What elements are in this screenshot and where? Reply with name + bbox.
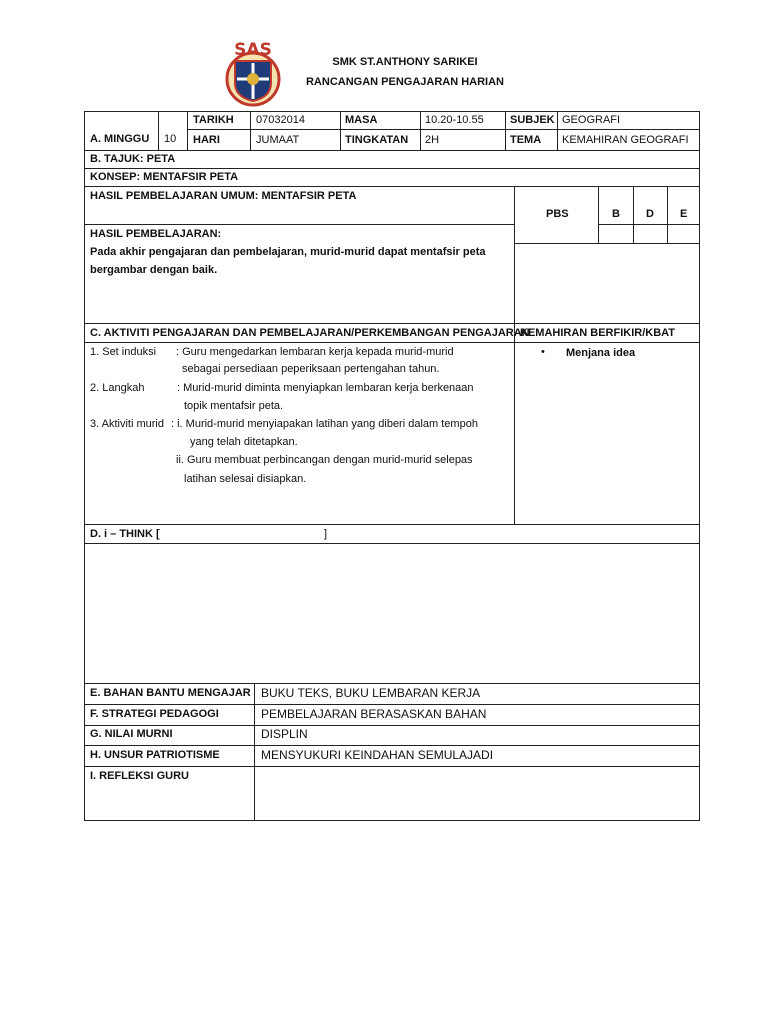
step3-cont-i: yang telah ditetapkan. [190, 436, 298, 448]
tarikh-label: TARIKH [193, 114, 234, 126]
hasil-label: HASIL PEMBELAJARAN: [90, 228, 222, 240]
hasil-text-line1: Pada akhir pengajaran dan pembelajaran, murid-murid dapat mentafsir peta [90, 246, 486, 258]
step2-label: 2. Langkah [90, 382, 145, 394]
step3-text-ii: ii. Guru membuat perbincangan dengan murid-murid selepas [176, 454, 473, 466]
pbs-e: E [680, 208, 688, 220]
step3-label: 3. Aktiviti murid [90, 418, 164, 430]
kemahiran-item: Menjana idea [566, 347, 636, 359]
step2-text: : Murid-murid diminta menyiapkan lembaran kerja berkenaan [177, 382, 474, 394]
unsur-label: H. UNSUR PATRIOTISME [90, 749, 220, 761]
pbs-b: B [612, 208, 620, 220]
masa-label: MASA [345, 114, 378, 126]
pbs-d: D [646, 208, 654, 220]
minggu-label: A. MINGGU [90, 133, 150, 145]
hasil-text-line2: bergambar dengan baik. [90, 264, 218, 276]
step1-text: : Guru mengedarkan lembaran kerja kepada murid-murid [176, 346, 454, 358]
minggu-value: 10 [164, 133, 177, 145]
refleksi-label: I. REFLEKSI GURU [90, 770, 190, 782]
tema-label: TEMA [510, 134, 542, 146]
pbs-label: PBS [546, 208, 569, 220]
step3-text-i: : i. Murid-murid menyiapakan latihan yang diberi dalam tempoh [171, 418, 478, 430]
tarikh-value: 07032014 [256, 114, 305, 126]
school-name: SMK ST.ANTHONY SARIKEI [332, 56, 478, 68]
subjek-label: SUBJEK [510, 114, 555, 126]
ithink-label: D. i – THINK [ [90, 528, 160, 540]
hari-label: HARI [193, 134, 220, 146]
nilai-value: DISPLIN [261, 727, 308, 741]
tingkatan-value: 2H [425, 134, 440, 146]
tema-value: KEMAHIRAN GEOGRAFI [562, 134, 689, 146]
step1-label: 1. Set induksi [90, 346, 157, 358]
step2-cont: topik mentafsir peta. [184, 400, 284, 412]
aktiviti-heading: C. AKTIVITI PENGAJARAN DAN PEMBELAJARAN/PERKEMBANGAN PENGAJARAN [90, 327, 530, 339]
unsur-value: MENSYUKURI KEINDAHAN SEMULAJADI [261, 748, 494, 762]
tajuk: B. TAJUK: PETA [90, 153, 176, 165]
subjek-value: GEOGRAFI [562, 114, 621, 126]
tingkatan-label: TINGKATAN [345, 134, 409, 146]
step1-cont: sebagai persediaan peperiksaan pertengahan tahun. [182, 363, 440, 375]
school-crest-logo [218, 35, 288, 107]
konsep: KONSEP: MENTAFSIR PETA [90, 171, 239, 183]
step3-cont-ii: latihan selesai disiapkan. [184, 473, 307, 485]
kemahiran-heading: KEMAHIRAN BERFIKIR/KBAT [520, 327, 676, 339]
ithink-close: ] [324, 528, 328, 540]
bahan-label: E. BAHAN BANTU MENGAJAR [90, 687, 251, 699]
strategi-value: PEMBELAJARAN BERASASKAN BAHAN [261, 707, 487, 721]
document-title: RANCANGAN PENGAJARAN HARIAN [305, 76, 504, 88]
hari-value: JUMAAT [256, 134, 300, 146]
hasil-umum: HASIL PEMBELAJARAN UMUM: MENTAFSIR PETA [90, 190, 357, 202]
logo-text: SAS [234, 40, 272, 60]
bullet-icon: • [541, 346, 545, 358]
masa-value: 10.20-10.55 [425, 114, 484, 126]
nilai-label: G. NILAI MURNI [90, 728, 173, 740]
bahan-value: BUKU TEKS, BUKU LEMBARAN KERJA [261, 686, 481, 700]
strategi-label: F. STRATEGI PEDAGOGI [90, 708, 219, 720]
